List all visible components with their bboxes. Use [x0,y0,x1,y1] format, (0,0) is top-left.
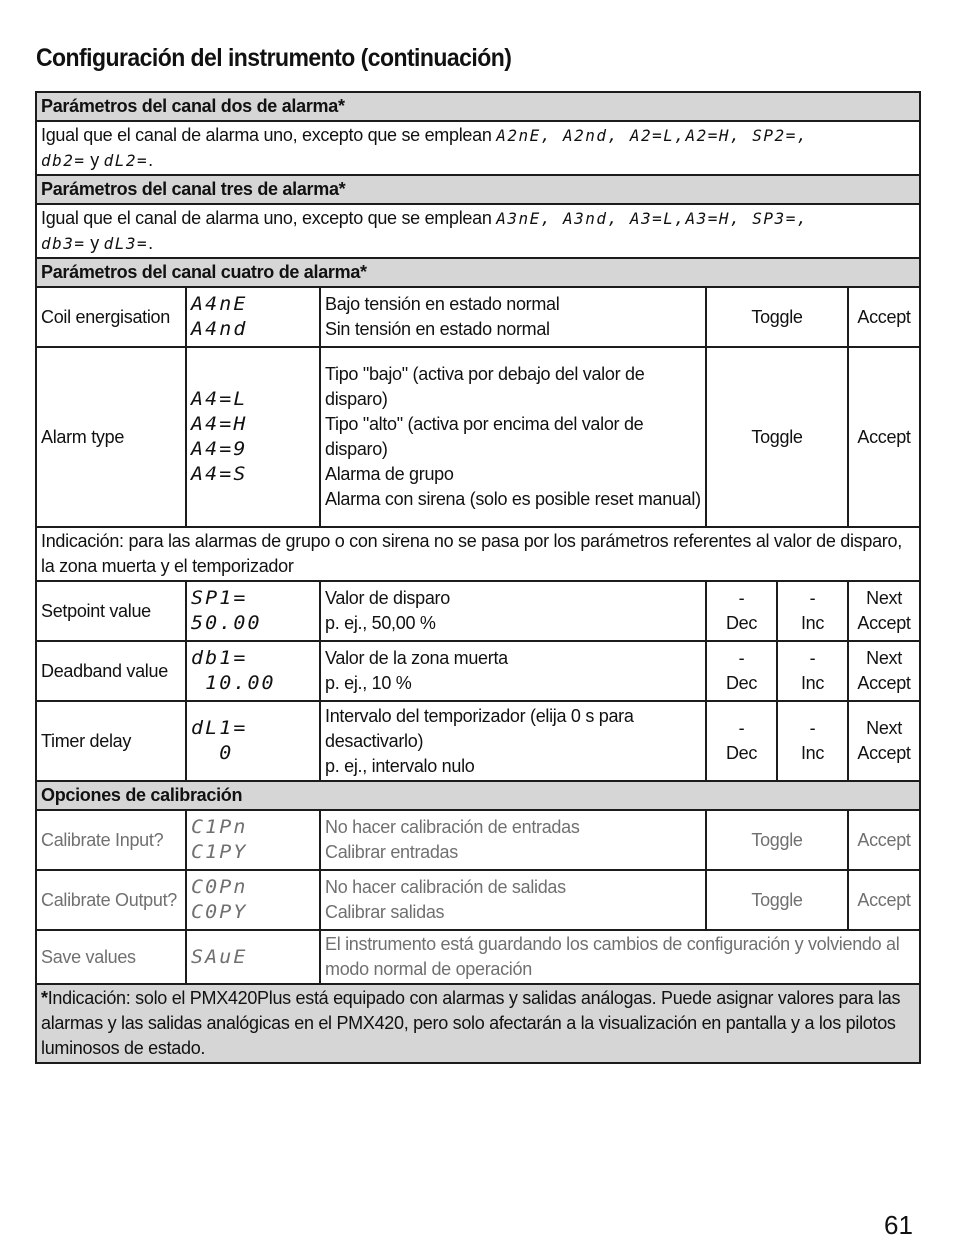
alarm2-description [36,121,920,175]
timer-inc [777,701,848,781]
cal-input-codes [186,810,320,870]
table-row-setpoint [36,581,920,641]
deadband-inc-label: Inc [800,673,825,693]
alarm-type-code-2: A4=H [191,413,248,435]
setpoint-inc [777,581,848,641]
alarm-type-code-4: A4=S [191,463,248,485]
coil-desc-2: Sin tensión en estado normal [325,319,550,339]
deadband-code-1: db1= [191,647,248,669]
deadband-inc-top: - [809,648,816,668]
coil-toggle: Toggle [706,287,848,347]
setpoint-label: Setpoint value [36,581,186,641]
deadband-inc [777,641,848,701]
alarm3-code-db: db3= [41,234,86,253]
table-row-cal-output [36,870,920,930]
coil-codes [186,287,320,347]
setpoint-code-2: 50.00 [191,612,262,634]
page-title: Configuración del instrumento (continuación) [36,44,512,72]
deadband-dec-top: - [738,648,745,668]
alarm3-codes: A3nE, A3nd, A3=L,A3=H, SP3=, [496,209,808,228]
cal-output-codes [186,870,320,930]
deadband-desc-2: p. ej., 10 % [325,673,412,693]
cal-input-desc-2: Calibrar entradas [325,842,458,862]
cal-output-desc-2: Calibrar salidas [325,902,445,922]
setpoint-next [848,581,920,641]
coil-code-1: A4nE [191,293,248,315]
coil-code-2: A4nd [191,318,248,340]
alarm2-codes: A2nE, A2nd, A2=L,A2=H, SP2=, [496,126,808,145]
cal-output-desc [320,870,706,930]
cal-input-desc [320,810,706,870]
cal-output-accept: Accept [848,870,920,930]
table-row-alarm-type [36,347,920,527]
cal-output-toggle: Toggle [706,870,848,930]
timer-codes [186,701,320,781]
alarm-type-desc-1: Tipo "bajo" (activa por debajo del valor de disparo) [325,364,645,409]
deadband-dec-label: Dec [725,673,758,693]
cal-input-desc-1: No hacer calibración de entradas [325,817,580,837]
alarm3-code-dl: dL3= [103,234,149,253]
alarm-type-accept: Accept [848,347,920,527]
text-row-alarm3 [36,204,920,258]
timer-inc-top: - [809,718,816,738]
setpoint-code-1: SP1= [191,587,248,609]
deadband-next [848,641,920,701]
alarm-type-desc-3: Alarma de grupo [325,464,454,484]
alarm2-code-dl: dL2= [103,151,149,170]
timer-code-2: 0 [191,742,234,764]
section-header-alarm4: Parámetros del canal cuatro de alarma* [36,258,920,287]
section-row-calibration [36,781,920,810]
setpoint-accept-label: Accept [857,613,911,633]
cal-output-label: Calibrate Output? [36,870,186,930]
table-row-indication [36,527,920,581]
alarm-type-code-3: A4=9 [191,438,248,460]
alarm3-end: . [148,233,153,253]
timer-code-1: dL1= [191,717,248,739]
setpoint-dec [706,581,777,641]
deadband-desc [320,641,706,701]
section-row-alarm3 [36,175,920,204]
alarm2-code-db: db2= [41,151,86,170]
timer-desc-2: p. ej., intervalo nulo [325,755,475,776]
section-header-alarm2: Parámetros del canal dos de alarma* [36,92,920,121]
timer-desc [320,701,706,781]
cal-output-desc-1: No hacer calibración de salidas [325,877,566,897]
alarm2-joiner: y [85,150,104,170]
alarm2-end: . [148,150,153,170]
deadband-desc-1: Valor de la zona muerta [325,648,508,668]
alarm-type-toggle: Toggle [706,347,848,527]
timer-dec-label: Dec [725,743,758,763]
section-row-alarm4 [36,258,920,287]
setpoint-next-label: Next [866,588,902,608]
cal-input-label: Calibrate Input? [36,810,186,870]
coil-label: Coil energisation [36,287,186,347]
footnote-star: * [41,988,48,1008]
section-row-alarm2 [36,92,920,121]
deadband-code-2: 10.00 [191,672,276,694]
footnote-text: Indicación: solo el PMX420Plus está equipado con alarmas y salidas análogas. Puede asignar valores para las alarmas y las salidas analógicas en el PMX420, pero solo afectarán a la visualización en pantalla y a los pilotos luminosos de estado. [41,988,901,1058]
deadband-codes [186,641,320,701]
alarm-type-desc-4: Alarma con sirena (solo es posible reset manual) [325,489,701,509]
setpoint-codes [186,581,320,641]
coil-accept: Accept [848,287,920,347]
setpoint-desc [320,581,706,641]
cal-input-code-2: C1PY [191,841,248,863]
text-row-alarm2 [36,121,920,175]
cal-output-code-1: C0Pn [191,876,248,898]
cal-input-toggle: Toggle [706,810,848,870]
save-codes [186,930,320,984]
section-header-alarm3: Parámetros del canal tres de alarma* [36,175,920,204]
table-row-deadband [36,641,920,701]
coil-desc [320,287,706,347]
timer-accept-label: Accept [857,743,911,763]
deadband-dec [706,641,777,701]
deadband-accept-label: Accept [857,673,911,693]
timer-next-label: Next [866,718,902,738]
footnote [36,984,920,1063]
setpoint-dec-label: Dec [725,613,758,633]
timer-desc-1: Intervalo del temporizador (elija 0 s para desactivarlo) [325,705,634,751]
deadband-label: Deadband value [36,641,186,701]
table-row-cal-input [36,810,920,870]
alarm-type-label: Alarm type [36,347,186,527]
cal-input-code-1: C1Pn [191,816,248,838]
alarm3-joiner: y [85,233,104,253]
setpoint-inc-label: Inc [800,613,825,633]
setpoint-desc-2: p. ej., 50,00 % [325,613,436,633]
alarm2-text: Igual que el canal de alarma uno, excepto que se emplean [41,125,492,145]
table-row-save [36,930,920,984]
setpoint-inc-top: - [809,588,816,608]
timer-next [848,701,920,781]
alarm-type-codes [186,347,320,527]
page-number: 61 [884,1210,913,1240]
timer-dec-top: - [738,718,745,738]
indication-text: Indicación: para las alarmas de grupo o con sirena no se pasa por los parámetros referentes al valor de disparo, la zona muerta y el temporizador [36,527,920,581]
save-label: Save values [36,930,186,984]
timer-label: Timer delay [36,701,186,781]
table-row-footnote [36,984,920,1063]
alarm-type-desc [320,347,706,527]
alarm3-text: Igual que el canal de alarma uno, excepto que se emplean [41,208,492,228]
save-desc: El instrumento está guardando los cambios de configuración y volviendo al modo normal de operación [320,930,920,984]
alarm-type-desc-2: Tipo "alto" (activa por encima del valor de disparo) [325,414,644,459]
deadband-next-label: Next [866,648,902,668]
table-row-coil [36,287,920,347]
coil-desc-1: Bajo tensión en estado normal [325,294,560,314]
cal-input-accept: Accept [848,810,920,870]
cal-output-code-2: C0PY [191,901,248,923]
alarm3-description [36,204,920,258]
section-header-calibration: Opciones de calibración [36,781,920,810]
timer-inc-label: Inc [800,743,825,763]
setpoint-desc-1: Valor de disparo [325,588,450,608]
timer-dec [706,701,777,781]
setpoint-dec-top: - [738,588,745,608]
configuration-table [35,91,921,1064]
table-row-timer [36,701,920,781]
save-code-1: SAuE [191,945,248,968]
alarm-type-code-1: A4=L [191,388,248,410]
